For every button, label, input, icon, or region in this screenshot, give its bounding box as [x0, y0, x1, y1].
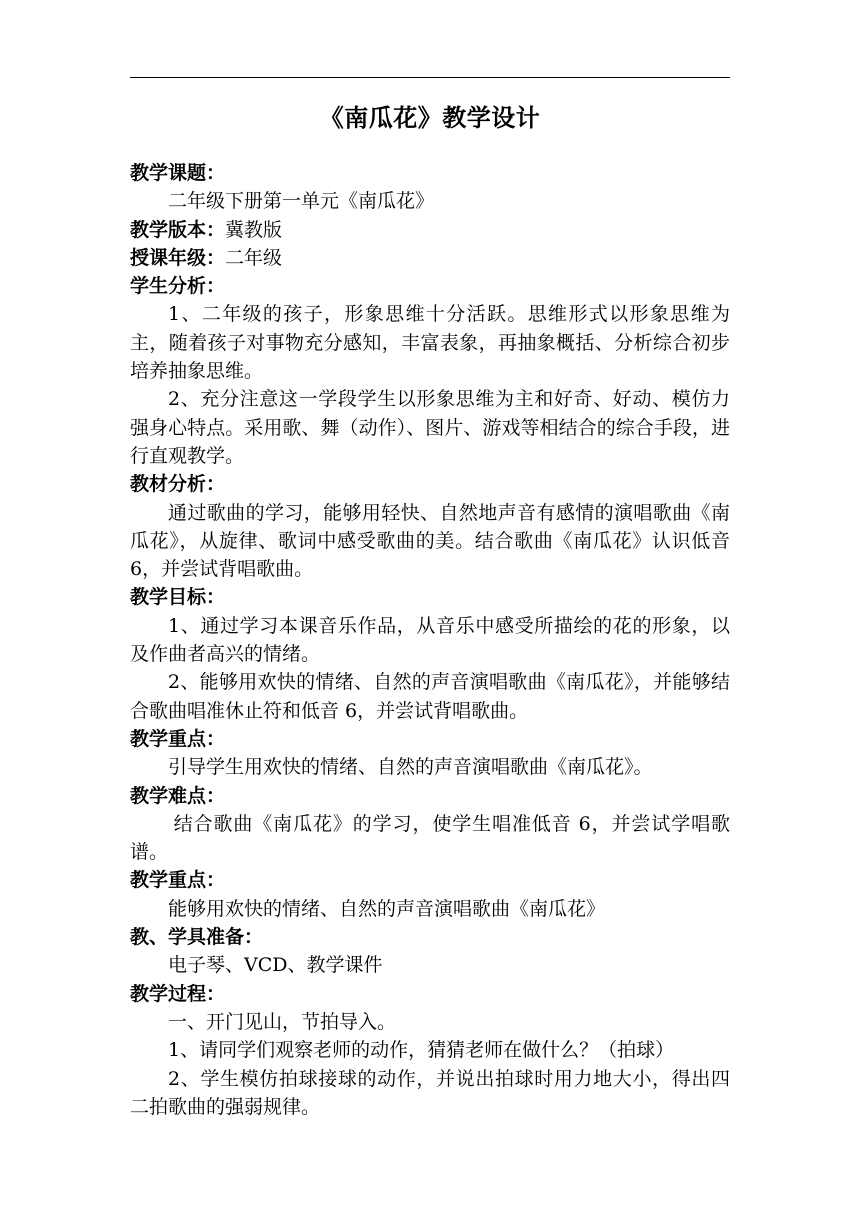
- objectives-paragraph-2: 2、能够用欢快的情绪、自然的声音演唱歌曲《南瓜花》，并能够结合歌曲唱准休止符和低音 6，并尝试背唱歌曲。: [130, 671, 730, 722]
- section-heading-material-analysis: 教材分析：: [130, 473, 226, 496]
- materials-paragraph: 电子琴、VCD、教学课件: [168, 954, 383, 977]
- material-analysis-paragraph: 通过歌曲的学习，能够用轻快、自然地声音有感情的演唱歌曲《南瓜花》，从旋律、歌词中感受歌曲的美。结合歌曲《南瓜花》认识低音 6，并尝试背唱歌曲。: [130, 501, 730, 581]
- section-heading-edition: 教学版本：: [130, 218, 226, 241]
- section-grade: [130, 244, 730, 272]
- section-heading-key-points: 教学重点：: [130, 727, 226, 750]
- grade-value: 二年级: [225, 246, 283, 269]
- section-heading-difficulties: 教学难点：: [130, 784, 226, 807]
- key-points-2-paragraph: 能够用欢快的情绪、自然的声音演唱歌曲《南瓜花》: [168, 897, 606, 920]
- edition-value: 冀教版: [225, 218, 283, 241]
- section-heading-process: 教学过程：: [130, 982, 226, 1005]
- process-paragraph-3: 2、学生模仿拍球接球的动作，并说出拍球时用力地大小，得出四二拍歌曲的强弱规律。: [130, 1067, 730, 1118]
- section-heading-key-points-2: 教学重点：: [130, 869, 226, 892]
- section-heading-student-analysis: 学生分析：: [130, 275, 226, 298]
- section-heading-grade: 授课年级：: [130, 246, 226, 269]
- document-body: [130, 159, 730, 1121]
- key-points-paragraph: 引导学生用欢快的情绪、自然的声音演唱歌曲《南瓜花》。: [168, 756, 653, 779]
- section-heading-topic: 教学课题：: [130, 162, 226, 184]
- process-paragraph-1: 一、开门见山，节拍导入。: [168, 1010, 397, 1033]
- process-paragraph-2: 1、请同学们观察老师的动作，猜猜老师在做什么？（拍球）: [168, 1039, 675, 1062]
- document-title: 《南瓜花》教学设计: [319, 103, 541, 132]
- section-heading-objectives: 教学目标：: [130, 586, 226, 609]
- difficulties-paragraph: 结合歌曲《南瓜花》的学习，使学生唱准低音 6，并尝试学唱歌谱。: [130, 812, 730, 864]
- topic-text: 二年级下册第一单元《南瓜花》: [168, 190, 435, 213]
- header-rule: [130, 77, 730, 78]
- section-heading-materials: 教、学具准备：: [130, 926, 264, 949]
- student-analysis-paragraph-2: 2、充分注意这一学段学生以形象思维为主和好奇、好动、模仿力强身心特点。采用歌、舞（动作）、图片、游戏等相结合的综合手段，进行直观教学。: [130, 388, 730, 467]
- section-edition: [130, 216, 730, 244]
- student-analysis-paragraph-1: 1、二年级的孩子，形象思维十分活跃。思维形式以形象思维为主，随着孩子对事物充分感知，丰富表象，再抽象概括、分析综合初步培养抽象思维。: [130, 303, 730, 383]
- objectives-paragraph-1: 1、通过学习本课音乐作品，从音乐中感受所描绘的花的形象，以及作曲者高兴的情绪。: [130, 614, 730, 666]
